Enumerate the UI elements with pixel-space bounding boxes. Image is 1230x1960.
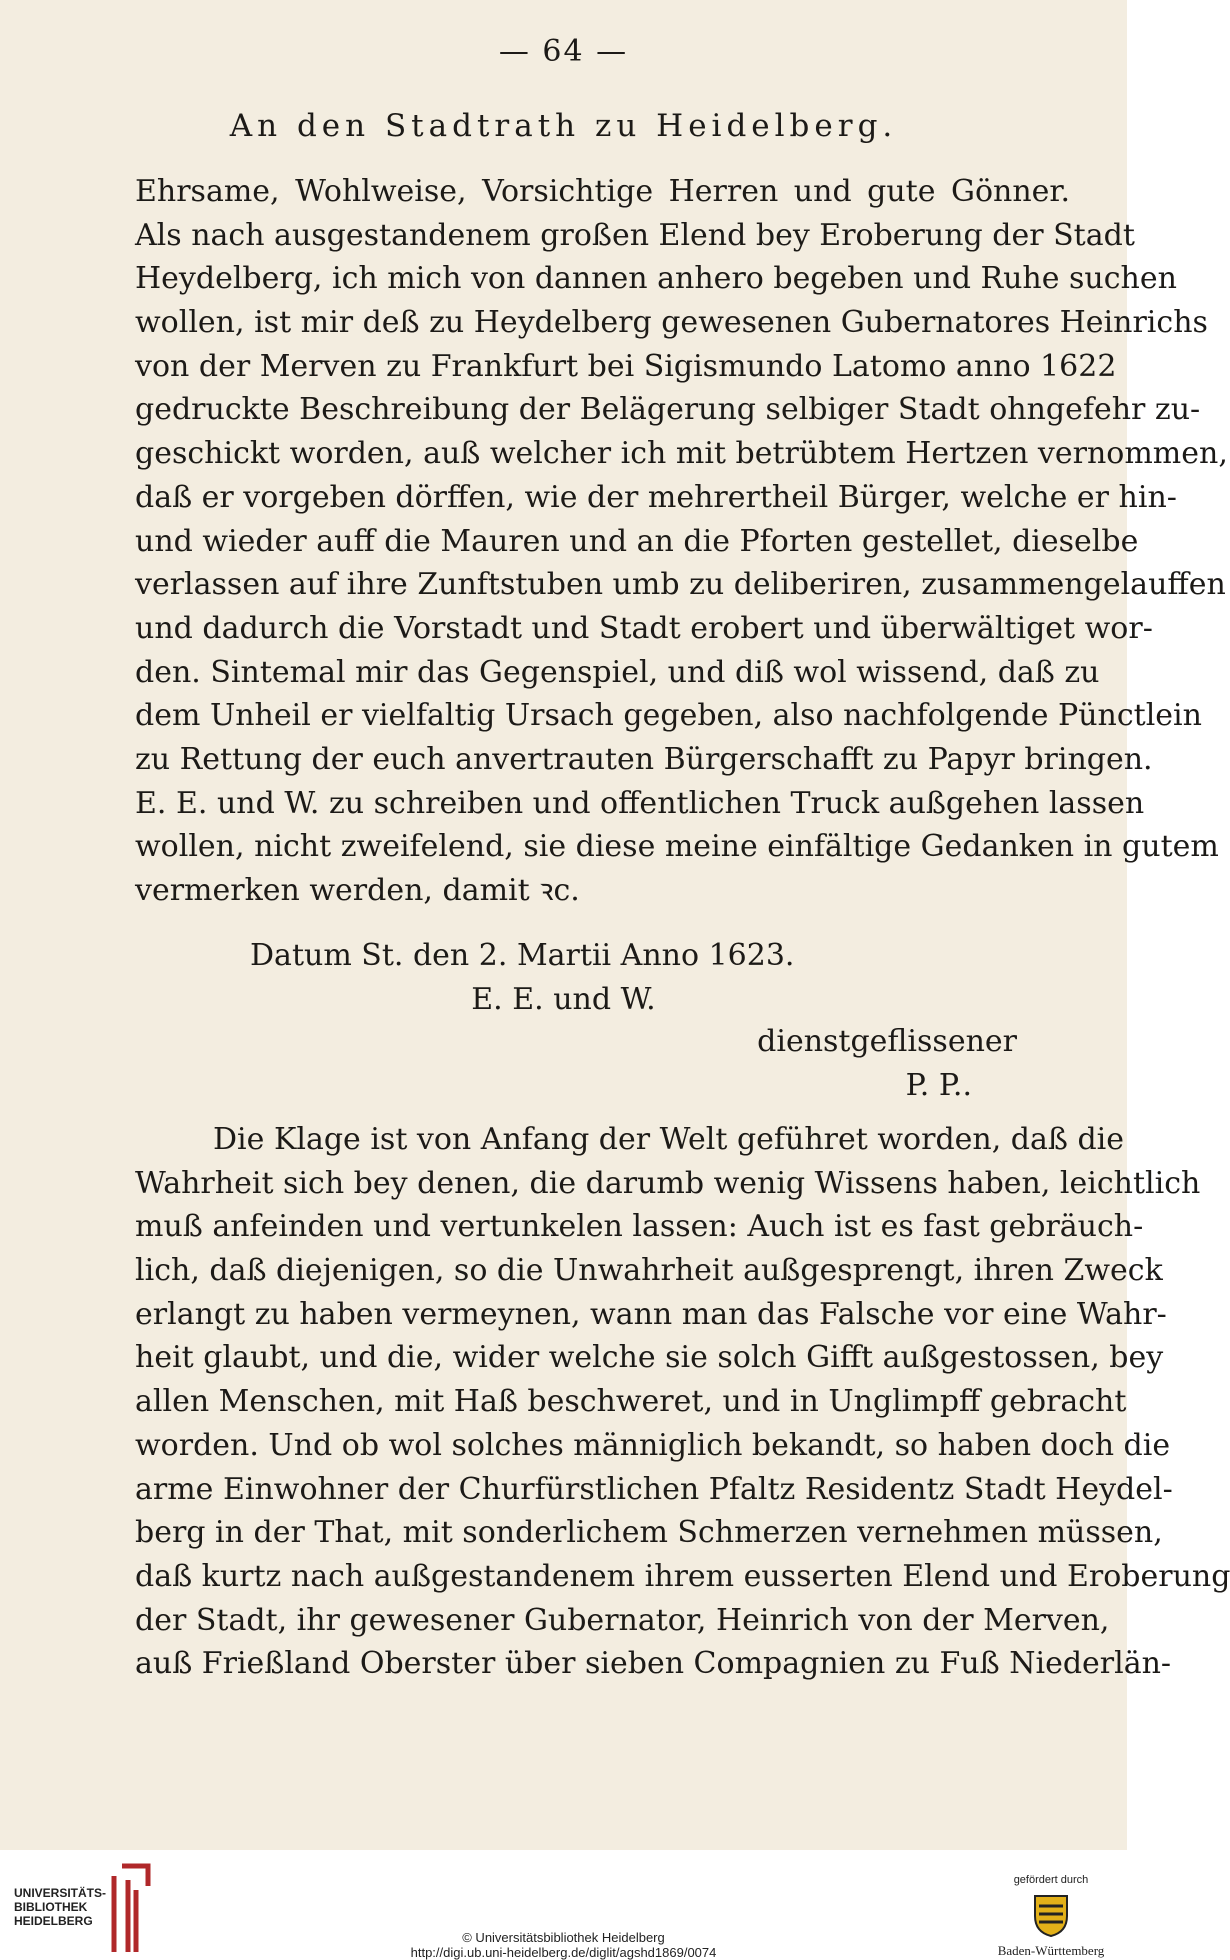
text-line: arme Einwohner der Churfürstlichen Pfaltz Residentz Stadt Heydel- (135, 1471, 1173, 1507)
text-line: lich, daß diejenigen, so die Unwahrheit außgesprengt, ihren Zweck (135, 1253, 1163, 1289)
text-line: und wieder auff die Mauren und an die Pforten gestellet, dieselbe (135, 523, 1139, 559)
text-line: Ehrsame, Wohlweise, Vorsichtige Herren und gute Gönner. (135, 174, 1070, 209)
sponsor-name: Baden-Württemberg (997, 1943, 1105, 1958)
letter-addressee: E. E. und W. (471, 982, 656, 1017)
text-line: Wahrheit sich bey denen, die darumb wenig Wissens haben, leichtlich (135, 1165, 1201, 1201)
sponsor-block (991, 1874, 1111, 1959)
text-line: von der Merven zu Frankfurt bei Sigismundo Latomo anno 1622 (135, 348, 1117, 384)
text-line: E. E. und W. zu schreiben und offentlichen Truck außgehen lassen (135, 785, 1145, 821)
body-text (135, 1118, 1230, 1686)
copyright-notice (0, 1930, 1127, 1960)
text-line: heit glaubt, und die, wider welche sie solch Gifft außgestossen, bey (135, 1340, 1164, 1376)
text-line: worden. Und ob wol solches männiglich bekandt, so haben doch die (135, 1427, 1171, 1463)
text-line: vermerken werden, damit ꝛc. (135, 873, 580, 908)
text-line: Als nach ausgestandenem großen Elend bey Eroberung der Stadt (135, 217, 1135, 253)
library-name: UNIVERSITÄTS- BIBLIOTHEK HEIDELBERG (14, 1886, 107, 1928)
text-line: allen Menschen, mit Haß beschweret, und in Unglimpff gebracht (135, 1384, 1127, 1420)
text-line: daß kurtz nach außgestandenem ihrem eusserten Elend und Eroberung (135, 1558, 1230, 1594)
signature-closing: dienstgeflissener (757, 1024, 1017, 1059)
text-line: wollen, nicht zweifelend, sie diese meine einfältige Gedanken in gutem (135, 829, 1219, 865)
copyright-text: © Universitätsbibliothek Heidelberg (462, 1930, 665, 1945)
text-line: erlangt zu haben vermeynen, wann man das Falsche vor eine Wahr- (135, 1296, 1167, 1332)
page-number: — 64 — (498, 34, 629, 69)
text-line: wollen, ist mir deß zu Heydelberg gewesenen Gubernatores Heinrichs (135, 305, 1208, 341)
text-line: auß Frießland Oberster über sieben Compagnien zu Fuß Niederlän- (135, 1646, 1172, 1682)
text-line: den. Sintemal mir das Gegenspiel, und diß wol wissend, daß zu (135, 654, 1100, 690)
text-line: Heydelberg, ich mich von dannen anhero begeben und Ruhe suchen (135, 261, 1177, 297)
letter-heading: An den Stadtrath zu Heidelberg. (229, 108, 898, 144)
text-line: und dadurch die Vorstadt und Stadt erobert und überwältiget wor- (135, 610, 1153, 646)
text-line: Die Klage ist von Anfang der Welt geführet worden, daß die (213, 1122, 1125, 1157)
text-line: daß er vorgeben dörffen, wie der mehrertheil Bürger, welche er hin- (135, 479, 1177, 515)
text-line: der Stadt, ihr gewesener Gubernator, Heinrich von der Merven, (135, 1602, 1110, 1638)
text-line: geschickt worden, auß welcher ich mit betrübtem Hertzen vernommen, (135, 436, 1228, 472)
signature-initials: P. P.. (905, 1068, 972, 1103)
state-crest-icon (1031, 1892, 1071, 1938)
text-line: muß anfeinden und vertunkelen lassen: Auch ist es fast gebräuch- (135, 1209, 1144, 1245)
letter-text (135, 170, 1228, 913)
sponsor-label: gefördert durch (1013, 1874, 1089, 1886)
library-logo[interactable] (14, 1886, 106, 1928)
text-line: zu Rettung der euch anvertrauten Bürgerschafft zu Papyr bringen. (135, 741, 1153, 777)
footer-bar (0, 1850, 1127, 1960)
text-line: verlassen auf ihre Zunftstuben umb zu deliberiren, zusammengelauffen (135, 567, 1226, 603)
text-line: berg in der That, mit sonderlichem Schmerzen vernehmen müssen, (135, 1515, 1163, 1551)
letter-date: Datum St. den 2. Martii Anno 1623. (250, 938, 795, 973)
text-line: gedruckte Beschreibung der Belägerung selbiger Stadt ohngefehr zu- (135, 392, 1201, 428)
permalink[interactable]: http://digi.ub.uni-heidelberg.de/diglit/agshd1869/0074 (410, 1945, 717, 1960)
text-line: dem Unheil er vielfaltig Ursach gegeben, also nachfolgende Pünctlein (135, 698, 1202, 734)
